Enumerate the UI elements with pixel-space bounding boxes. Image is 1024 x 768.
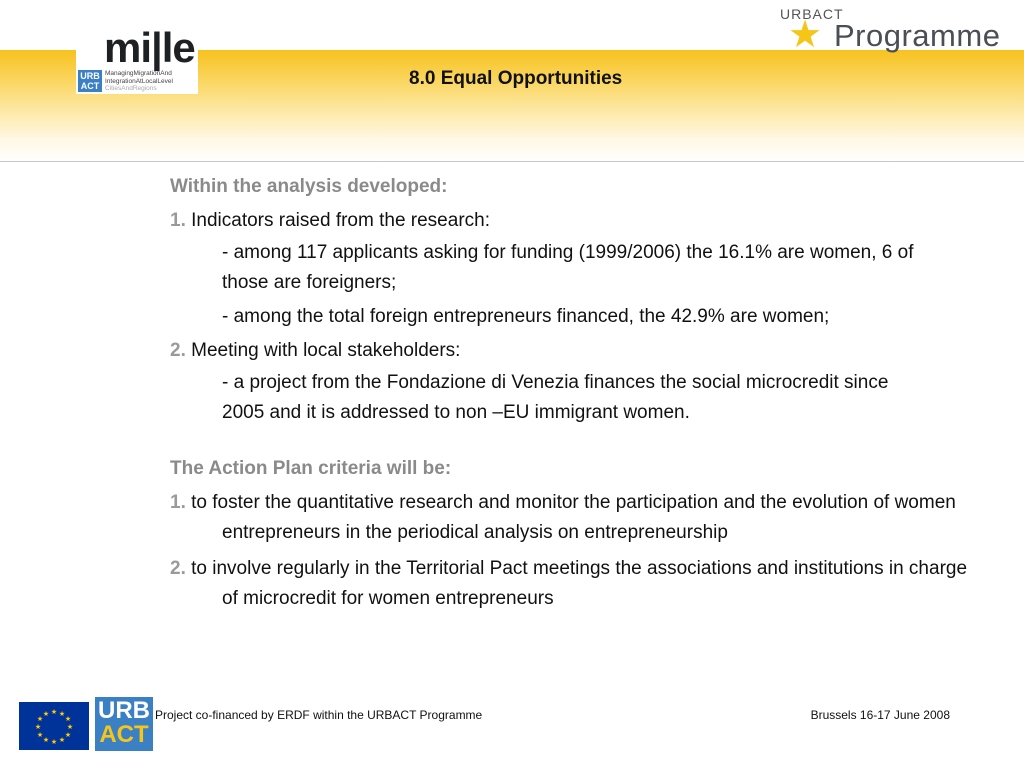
item-number: 1. bbox=[170, 210, 186, 231]
mille-logo-word: mi|le bbox=[104, 24, 195, 71]
mille-logo bbox=[76, 22, 198, 94]
urbact-footer-logo: URB ACT bbox=[95, 697, 153, 751]
svg-text:★: ★ bbox=[42, 736, 50, 744]
item-text: to involve regularly in the Territorial Pact meetings the associations and institutions in charge of microcredit for women entrepreneurs bbox=[185, 558, 968, 609]
footer-date-text: Brussels 16-17 June 2008 bbox=[810, 708, 950, 722]
action-plan-item-2 bbox=[170, 554, 970, 614]
item-text: Meeting with local stakeholders: bbox=[185, 340, 461, 361]
brand-large-text: Programme bbox=[834, 18, 1001, 53]
item-text: Indicators raised from the research: bbox=[185, 210, 490, 231]
action-plan-item-1 bbox=[170, 488, 970, 548]
star-icon: ★ bbox=[788, 14, 823, 56]
analysis-subitem: - a project from the Fondazione di Venezia finances the social microcredit since 2005 and it is addressed to non –EU immigrant women. bbox=[222, 372, 889, 423]
analysis-subitem: - among the total foreign entrepreneurs financed, the 42.9% are women; bbox=[222, 306, 830, 327]
section-heading-action-plan: The Action Plan criteria will be: bbox=[170, 458, 452, 479]
svg-text:★: ★ bbox=[36, 715, 44, 723]
slide-title: 8.0 Equal Opportunities bbox=[409, 68, 623, 89]
svg-text:★: ★ bbox=[58, 736, 66, 744]
urbact-programme-logo bbox=[780, 6, 1016, 54]
item-number: 2. bbox=[170, 340, 186, 361]
brand-small-text: URBACT bbox=[780, 6, 844, 22]
svg-text:★: ★ bbox=[58, 710, 66, 718]
svg-text:★: ★ bbox=[36, 731, 44, 739]
svg-text:★: ★ bbox=[42, 710, 50, 718]
item-number: 2. bbox=[170, 558, 186, 579]
svg-text:★: ★ bbox=[64, 715, 72, 723]
svg-text:★: ★ bbox=[50, 738, 58, 746]
analysis-item-2 bbox=[170, 336, 970, 366]
svg-text:★: ★ bbox=[34, 723, 42, 731]
analysis-subitem: - among 117 applicants asking for funding (1999/2006) the 16.1% are women, 6 of those are foreigners; bbox=[222, 242, 914, 293]
svg-text:★: ★ bbox=[50, 708, 58, 716]
footer-cofinance-text: Project co-financed by ERDF within the URBACT Programme bbox=[155, 708, 483, 722]
header-divider bbox=[0, 161, 1024, 162]
analysis-item-1 bbox=[170, 206, 970, 236]
urbact-mini-badge: URB ACT bbox=[78, 70, 102, 92]
item-number: 1. bbox=[170, 492, 186, 513]
mille-logo-tagline: ManagingMigrationAnd IntegrationAtLocalLevel CitiesAndRegions bbox=[105, 70, 173, 92]
spacer bbox=[170, 432, 970, 458]
svg-text:★: ★ bbox=[64, 731, 72, 739]
eu-stars-icon bbox=[19, 702, 89, 750]
slide-content bbox=[170, 176, 970, 614]
svg-text:★: ★ bbox=[66, 723, 74, 731]
section-heading-analysis: Within the analysis developed: bbox=[170, 176, 448, 197]
item-text: to foster the quantitative research and monitor the participation and the evolution of women entrepreneurs in the periodical analysis on entrepreneurship bbox=[185, 492, 956, 543]
eu-flag-logo bbox=[19, 702, 89, 750]
